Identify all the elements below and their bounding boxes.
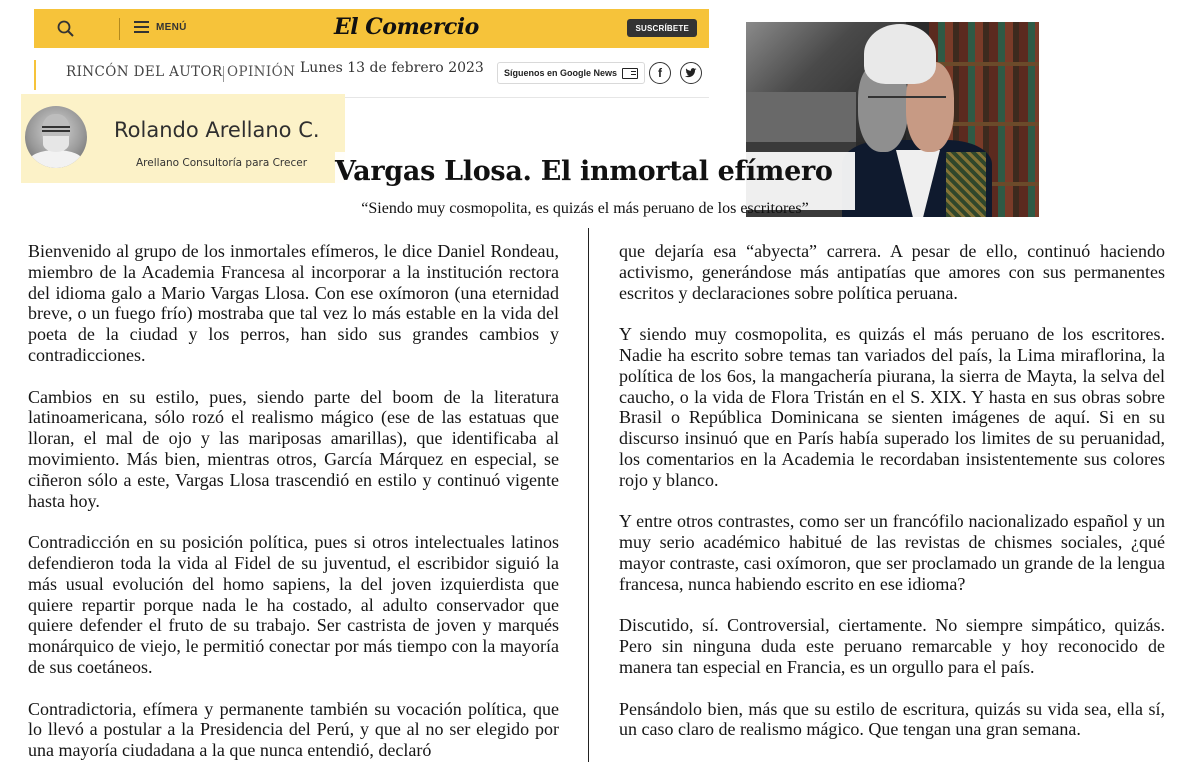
facebook-icon[interactable]: f <box>649 62 671 84</box>
section-divider <box>223 66 224 82</box>
paragraph: Contradicción en su posición política, pues si otros intelectuales latinos defendieron toda la vida al Fidel de su juventud, el escribidor siguió la más usual evolución del homo sapiens, la del joven izquierdista que quiere repartir porque nada le ha costado, al adulto conservador que quiere defender el fruto de su trabajo. Ser castrista de joven y marqués monárquico de viejo, le permitió conectar por más tiempo con la mayoría de sus coetáneos. <box>28 532 559 677</box>
paragraph: Pensándolo bien, más que su estilo de escritura, quizás su vida sea, ella sí, un caso claro de realismo mágico. Que tengan una gran semana. <box>619 698 1165 740</box>
publish-date: Lunes 13 de febrero 2023 <box>300 60 484 76</box>
hamburger-icon <box>134 21 149 33</box>
section-name[interactable]: RINCÓN DEL AUTOR <box>66 64 223 80</box>
article-column-left <box>28 241 559 762</box>
paragraph: Discutido, sí. Controversial, ciertamente. No siempre simpático, quizás. Pero sin ninguna duda este peruano remarcable y hoy reconocido de manera tan especial en Francia, es un orgullo para el país. <box>619 615 1165 677</box>
header-divider <box>119 18 120 40</box>
paragraph: Y siendo muy cosmopolita, es quizás el más peruano de los escritores. Nadie ha escrito sobre temas tan variados del país, la Lima miraflorina, la política de los 6os, la mangachería piurana, la sierra de Mayta, la selva del caucho, o la vida de Flora Tristán en el S. XIX. Y hasta en sus obras sobre Brasil o República Dominicana se sienten imágenes de aquí. Si en su discurso insinuó que en París había superado los limites de su peruanidad, los comentarios en la Academia le recordaban insistentemente sus colores rojo y blanco. <box>619 324 1165 490</box>
author-box <box>21 94 345 183</box>
article-title: Vargas Llosa. El inmortal efímero <box>335 156 833 187</box>
paragraph: Contradictoria, efímera y permanente también su vocación política, que lo llevó a postular a la Presidencia del Perú, y que al no ser elegido por una mayoría ciudadana a la que nunca entendió, declaró <box>28 698 559 761</box>
section-accent-bar <box>34 60 36 90</box>
search-icon[interactable] <box>56 19 76 39</box>
author-name[interactable]: Rolando Arellano C. <box>114 118 320 142</box>
author-photo <box>25 106 87 168</box>
paragraph: Bienvenido al grupo de los inmortales efímeros, le dice Daniel Rondeau, miembro de la Academia Francesa al incorporar a la institución rectora del idioma galo a Mario Vargas Llosa. Con ese oxímoron (una eternidad breve, o un fuego frío) mostraba que tal vez lo más estable en la vida del poeta de la ciudad y los perros, han sido sus grandes cambios y contradicciones. <box>28 241 559 365</box>
paragraph: que dejaría esa “abyecta” carrera. A pesar de ello, continuó haciendo activismo, generándose más antipatías que amores con sus permanentes escritos y declaraciones sobre política peruana. <box>619 241 1165 303</box>
article-column-right <box>619 241 1165 761</box>
twitter-icon[interactable] <box>680 62 702 84</box>
article-subtitle: “Siendo muy cosmopolita, es quizás el más peruano de los escritores” <box>361 200 809 217</box>
menu-label: MENÚ <box>156 21 187 33</box>
google-news-label: Síguenos en Google News <box>504 68 618 78</box>
site-header <box>34 9 709 48</box>
site-logo[interactable]: El Comercio <box>334 14 479 40</box>
paragraph: Y entre otros contrastes, como ser un francófilo nacionalizado español y un muy serio académico habitué de las revistas de chismes sociales, ¿qué mayor contraste, casi oxímoron, que ser proclamado un grande de la lengua francesa, nunca habiendo escrito en ese idioma? <box>619 511 1165 594</box>
section-category[interactable]: OPINIÓN <box>227 64 296 80</box>
menu-button[interactable] <box>134 21 187 33</box>
google-news-button[interactable] <box>497 62 645 84</box>
google-news-icon <box>622 68 638 79</box>
author-firm: Arellano Consultoría para Crecer <box>136 157 308 169</box>
section-row <box>34 50 709 98</box>
subscribe-button[interactable]: SUSCRÍBETE <box>627 19 697 37</box>
column-divider <box>588 228 589 762</box>
paragraph: Cambios en su estilo, pues, siendo parte del boom de la literatura latinoamericana, sólo rozó el realismo mágico (ese de las estatuas que lloran, el mal de ojo y las mariposas amarillas), que identificaba al movimiento. Más bien, mientras otros, García Márquez en especial, se ciñeron sólo a este, Vargas Llosa trascendió en estilo y continuó vigente hasta hoy. <box>28 386 559 511</box>
